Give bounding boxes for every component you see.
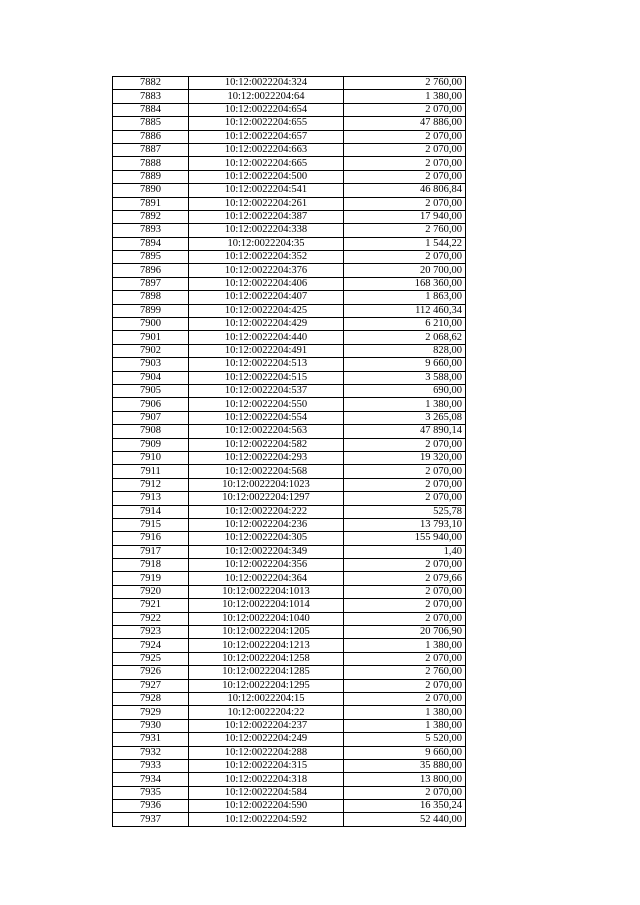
row-number: 7883 bbox=[113, 90, 189, 103]
row-number: 7933 bbox=[113, 759, 189, 772]
amount: 13 800,00 bbox=[344, 773, 466, 786]
table-row bbox=[113, 291, 466, 304]
cadastral-number: 10:12:0022204:1205 bbox=[189, 626, 344, 639]
row-number: 7914 bbox=[113, 505, 189, 518]
table-row bbox=[113, 237, 466, 250]
table-body bbox=[113, 77, 466, 827]
amount: 47 886,00 bbox=[344, 117, 466, 130]
amount: 525,78 bbox=[344, 505, 466, 518]
amount: 1 380,00 bbox=[344, 90, 466, 103]
amount: 2 070,00 bbox=[344, 143, 466, 156]
amount: 9 660,00 bbox=[344, 358, 466, 371]
amount: 2 070,00 bbox=[344, 170, 466, 183]
table-row bbox=[113, 318, 466, 331]
cadastral-number: 10:12:0022204:1213 bbox=[189, 639, 344, 652]
table-row bbox=[113, 572, 466, 585]
amount: 46 806,84 bbox=[344, 184, 466, 197]
amount: 16 350,24 bbox=[344, 800, 466, 813]
amount: 2 070,00 bbox=[344, 612, 466, 625]
table-row bbox=[113, 692, 466, 705]
cadastral-number: 10:12:0022204:364 bbox=[189, 572, 344, 585]
cadastral-number: 10:12:0022204:582 bbox=[189, 438, 344, 451]
table-row bbox=[113, 626, 466, 639]
row-number: 7922 bbox=[113, 612, 189, 625]
table-row bbox=[113, 210, 466, 223]
table-row bbox=[113, 425, 466, 438]
amount: 2 070,00 bbox=[344, 585, 466, 598]
table-row bbox=[113, 733, 466, 746]
row-number: 7913 bbox=[113, 492, 189, 505]
cadastral-number: 10:12:0022204:513 bbox=[189, 358, 344, 371]
cadastral-number: 10:12:0022204:222 bbox=[189, 505, 344, 518]
cadastral-number: 10:12:0022204:22 bbox=[189, 706, 344, 719]
row-number: 7886 bbox=[113, 130, 189, 143]
cadastral-number: 10:12:0022204:407 bbox=[189, 291, 344, 304]
table-row bbox=[113, 117, 466, 130]
cadastral-number: 10:12:0022204:288 bbox=[189, 746, 344, 759]
table-row bbox=[113, 666, 466, 679]
table-row bbox=[113, 478, 466, 491]
row-number: 7907 bbox=[113, 411, 189, 424]
row-number: 7917 bbox=[113, 545, 189, 558]
table-row bbox=[113, 559, 466, 572]
amount: 2 070,00 bbox=[344, 492, 466, 505]
row-number: 7894 bbox=[113, 237, 189, 250]
cadastral-table bbox=[112, 76, 466, 827]
cadastral-number: 10:12:0022204:515 bbox=[189, 371, 344, 384]
amount: 2 070,00 bbox=[344, 652, 466, 665]
table-row bbox=[113, 679, 466, 692]
amount: 9 660,00 bbox=[344, 746, 466, 759]
cadastral-number: 10:12:0022204:261 bbox=[189, 197, 344, 210]
cadastral-number: 10:12:0022204:349 bbox=[189, 545, 344, 558]
table-row bbox=[113, 706, 466, 719]
row-number: 7900 bbox=[113, 318, 189, 331]
amount: 1 380,00 bbox=[344, 398, 466, 411]
row-number: 7927 bbox=[113, 679, 189, 692]
amount: 155 940,00 bbox=[344, 532, 466, 545]
row-number: 7932 bbox=[113, 746, 189, 759]
cadastral-number: 10:12:0022204:584 bbox=[189, 786, 344, 799]
table-row bbox=[113, 746, 466, 759]
table-row bbox=[113, 103, 466, 116]
cadastral-number: 10:12:0022204:376 bbox=[189, 264, 344, 277]
table-row bbox=[113, 170, 466, 183]
row-number: 7902 bbox=[113, 344, 189, 357]
amount: 1 380,00 bbox=[344, 706, 466, 719]
table-row bbox=[113, 77, 466, 90]
table-row bbox=[113, 90, 466, 103]
table-row bbox=[113, 251, 466, 264]
row-number: 7916 bbox=[113, 532, 189, 545]
row-number: 7930 bbox=[113, 719, 189, 732]
row-number: 7890 bbox=[113, 184, 189, 197]
cadastral-number: 10:12:0022204:237 bbox=[189, 719, 344, 732]
row-number: 7920 bbox=[113, 585, 189, 598]
row-number: 7925 bbox=[113, 652, 189, 665]
cadastral-number: 10:12:0022204:590 bbox=[189, 800, 344, 813]
table-row bbox=[113, 197, 466, 210]
amount: 6 210,00 bbox=[344, 318, 466, 331]
amount: 2 070,00 bbox=[344, 786, 466, 799]
table-row bbox=[113, 759, 466, 772]
cadastral-number: 10:12:0022204:236 bbox=[189, 518, 344, 531]
row-number: 7911 bbox=[113, 465, 189, 478]
row-number: 7903 bbox=[113, 358, 189, 371]
amount: 13 793,10 bbox=[344, 518, 466, 531]
amount: 52 440,00 bbox=[344, 813, 466, 826]
cadastral-number: 10:12:0022204:1258 bbox=[189, 652, 344, 665]
table-row bbox=[113, 451, 466, 464]
cadastral-number: 10:12:0022204:425 bbox=[189, 304, 344, 317]
amount: 2 070,00 bbox=[344, 197, 466, 210]
row-number: 7923 bbox=[113, 626, 189, 639]
cadastral-number: 10:12:0022204:406 bbox=[189, 277, 344, 290]
table-row bbox=[113, 358, 466, 371]
cadastral-number: 10:12:0022204:1297 bbox=[189, 492, 344, 505]
row-number: 7915 bbox=[113, 518, 189, 531]
cadastral-number: 10:12:0022204:1013 bbox=[189, 585, 344, 598]
row-number: 7921 bbox=[113, 599, 189, 612]
cadastral-number: 10:12:0022204:1040 bbox=[189, 612, 344, 625]
row-number: 7912 bbox=[113, 478, 189, 491]
table-row bbox=[113, 411, 466, 424]
row-number: 7936 bbox=[113, 800, 189, 813]
cadastral-number: 10:12:0022204:293 bbox=[189, 451, 344, 464]
amount: 2 070,00 bbox=[344, 103, 466, 116]
row-number: 7909 bbox=[113, 438, 189, 451]
table-row bbox=[113, 786, 466, 799]
amount: 19 320,00 bbox=[344, 451, 466, 464]
amount: 1 863,00 bbox=[344, 291, 466, 304]
table-row bbox=[113, 813, 466, 826]
cadastral-number: 10:12:0022204:568 bbox=[189, 465, 344, 478]
row-number: 7937 bbox=[113, 813, 189, 826]
row-number: 7891 bbox=[113, 197, 189, 210]
table-row bbox=[113, 398, 466, 411]
amount: 2 070,00 bbox=[344, 251, 466, 264]
amount: 2 070,00 bbox=[344, 438, 466, 451]
row-number: 7887 bbox=[113, 143, 189, 156]
table-row bbox=[113, 652, 466, 665]
table-row bbox=[113, 545, 466, 558]
row-number: 7926 bbox=[113, 666, 189, 679]
cadastral-number: 10:12:0022204:318 bbox=[189, 773, 344, 786]
row-number: 7885 bbox=[113, 117, 189, 130]
amount: 2 079,66 bbox=[344, 572, 466, 585]
table-row bbox=[113, 518, 466, 531]
amount: 2 070,00 bbox=[344, 478, 466, 491]
cadastral-number: 10:12:0022204:537 bbox=[189, 384, 344, 397]
amount: 47 890,14 bbox=[344, 425, 466, 438]
amount: 2 070,00 bbox=[344, 130, 466, 143]
cadastral-number: 10:12:0022204:64 bbox=[189, 90, 344, 103]
row-number: 7905 bbox=[113, 384, 189, 397]
cadastral-number: 10:12:0022204:338 bbox=[189, 224, 344, 237]
row-number: 7934 bbox=[113, 773, 189, 786]
amount: 2 070,00 bbox=[344, 559, 466, 572]
amount: 20 700,00 bbox=[344, 264, 466, 277]
amount: 2 068,62 bbox=[344, 331, 466, 344]
table-row bbox=[113, 157, 466, 170]
cadastral-number: 10:12:0022204:541 bbox=[189, 184, 344, 197]
cadastral-number: 10:12:0022204:550 bbox=[189, 398, 344, 411]
cadastral-number: 10:12:0022204:1295 bbox=[189, 679, 344, 692]
table-row bbox=[113, 184, 466, 197]
row-number: 7908 bbox=[113, 425, 189, 438]
table-row bbox=[113, 505, 466, 518]
amount: 2 070,00 bbox=[344, 692, 466, 705]
row-number: 7929 bbox=[113, 706, 189, 719]
row-number: 7892 bbox=[113, 210, 189, 223]
amount: 168 360,00 bbox=[344, 277, 466, 290]
table-row bbox=[113, 304, 466, 317]
row-number: 7906 bbox=[113, 398, 189, 411]
row-number: 7889 bbox=[113, 170, 189, 183]
row-number: 7901 bbox=[113, 331, 189, 344]
table-row bbox=[113, 585, 466, 598]
row-number: 7931 bbox=[113, 733, 189, 746]
cadastral-number: 10:12:0022204:1023 bbox=[189, 478, 344, 491]
cadastral-number: 10:12:0022204:249 bbox=[189, 733, 344, 746]
row-number: 7888 bbox=[113, 157, 189, 170]
cadastral-number: 10:12:0022204:35 bbox=[189, 237, 344, 250]
amount: 2 760,00 bbox=[344, 666, 466, 679]
cadastral-number: 10:12:0022204:554 bbox=[189, 411, 344, 424]
cadastral-number: 10:12:0022204:563 bbox=[189, 425, 344, 438]
amount: 5 520,00 bbox=[344, 733, 466, 746]
table-row bbox=[113, 773, 466, 786]
table-row bbox=[113, 130, 466, 143]
table-row bbox=[113, 384, 466, 397]
row-number: 7910 bbox=[113, 451, 189, 464]
row-number: 7897 bbox=[113, 277, 189, 290]
cadastral-number: 10:12:0022204:654 bbox=[189, 103, 344, 116]
table-row bbox=[113, 639, 466, 652]
table-row bbox=[113, 143, 466, 156]
amount: 2 070,00 bbox=[344, 679, 466, 692]
row-number: 7919 bbox=[113, 572, 189, 585]
row-number: 7935 bbox=[113, 786, 189, 799]
cadastral-number: 10:12:0022204:500 bbox=[189, 170, 344, 183]
amount: 2 070,00 bbox=[344, 465, 466, 478]
row-number: 7904 bbox=[113, 371, 189, 384]
amount: 112 460,34 bbox=[344, 304, 466, 317]
amount: 3 588,00 bbox=[344, 371, 466, 384]
amount: 1,40 bbox=[344, 545, 466, 558]
amount: 3 265,08 bbox=[344, 411, 466, 424]
cadastral-number: 10:12:0022204:429 bbox=[189, 318, 344, 331]
amount: 1 380,00 bbox=[344, 639, 466, 652]
amount: 1 544,22 bbox=[344, 237, 466, 250]
cadastral-number: 10:12:0022204:352 bbox=[189, 251, 344, 264]
row-number: 7899 bbox=[113, 304, 189, 317]
table-row bbox=[113, 224, 466, 237]
table-row bbox=[113, 492, 466, 505]
cadastral-number: 10:12:0022204:305 bbox=[189, 532, 344, 545]
table-row bbox=[113, 438, 466, 451]
cadastral-number: 10:12:0022204:592 bbox=[189, 813, 344, 826]
amount: 1 380,00 bbox=[344, 719, 466, 732]
row-number: 7928 bbox=[113, 692, 189, 705]
cadastral-number: 10:12:0022204:315 bbox=[189, 759, 344, 772]
row-number: 7896 bbox=[113, 264, 189, 277]
row-number: 7898 bbox=[113, 291, 189, 304]
amount: 20 706,90 bbox=[344, 626, 466, 639]
table-row bbox=[113, 719, 466, 732]
cadastral-number: 10:12:0022204:324 bbox=[189, 77, 344, 90]
amount: 2 760,00 bbox=[344, 224, 466, 237]
table-row bbox=[113, 264, 466, 277]
amount: 35 880,00 bbox=[344, 759, 466, 772]
table-row bbox=[113, 612, 466, 625]
amount: 2 070,00 bbox=[344, 157, 466, 170]
row-number: 7882 bbox=[113, 77, 189, 90]
table-row bbox=[113, 344, 466, 357]
cadastral-number: 10:12:0022204:440 bbox=[189, 331, 344, 344]
table-row bbox=[113, 277, 466, 290]
cadastral-number: 10:12:0022204:665 bbox=[189, 157, 344, 170]
amount: 17 940,00 bbox=[344, 210, 466, 223]
amount: 828,00 bbox=[344, 344, 466, 357]
row-number: 7884 bbox=[113, 103, 189, 116]
cadastral-number: 10:12:0022204:655 bbox=[189, 117, 344, 130]
table-row bbox=[113, 599, 466, 612]
cadastral-number: 10:12:0022204:1285 bbox=[189, 666, 344, 679]
cadastral-number: 10:12:0022204:356 bbox=[189, 559, 344, 572]
cadastral-number: 10:12:0022204:1014 bbox=[189, 599, 344, 612]
cadastral-number: 10:12:0022204:657 bbox=[189, 130, 344, 143]
cadastral-number: 10:12:0022204:663 bbox=[189, 143, 344, 156]
cadastral-number: 10:12:0022204:15 bbox=[189, 692, 344, 705]
table-row bbox=[113, 532, 466, 545]
amount: 2 760,00 bbox=[344, 77, 466, 90]
cadastral-number: 10:12:0022204:387 bbox=[189, 210, 344, 223]
table-row bbox=[113, 800, 466, 813]
table-row bbox=[113, 371, 466, 384]
row-number: 7893 bbox=[113, 224, 189, 237]
amount: 690,00 bbox=[344, 384, 466, 397]
row-number: 7895 bbox=[113, 251, 189, 264]
row-number: 7918 bbox=[113, 559, 189, 572]
cadastral-number: 10:12:0022204:491 bbox=[189, 344, 344, 357]
table-row bbox=[113, 331, 466, 344]
amount: 2 070,00 bbox=[344, 599, 466, 612]
row-number: 7924 bbox=[113, 639, 189, 652]
table-row bbox=[113, 465, 466, 478]
